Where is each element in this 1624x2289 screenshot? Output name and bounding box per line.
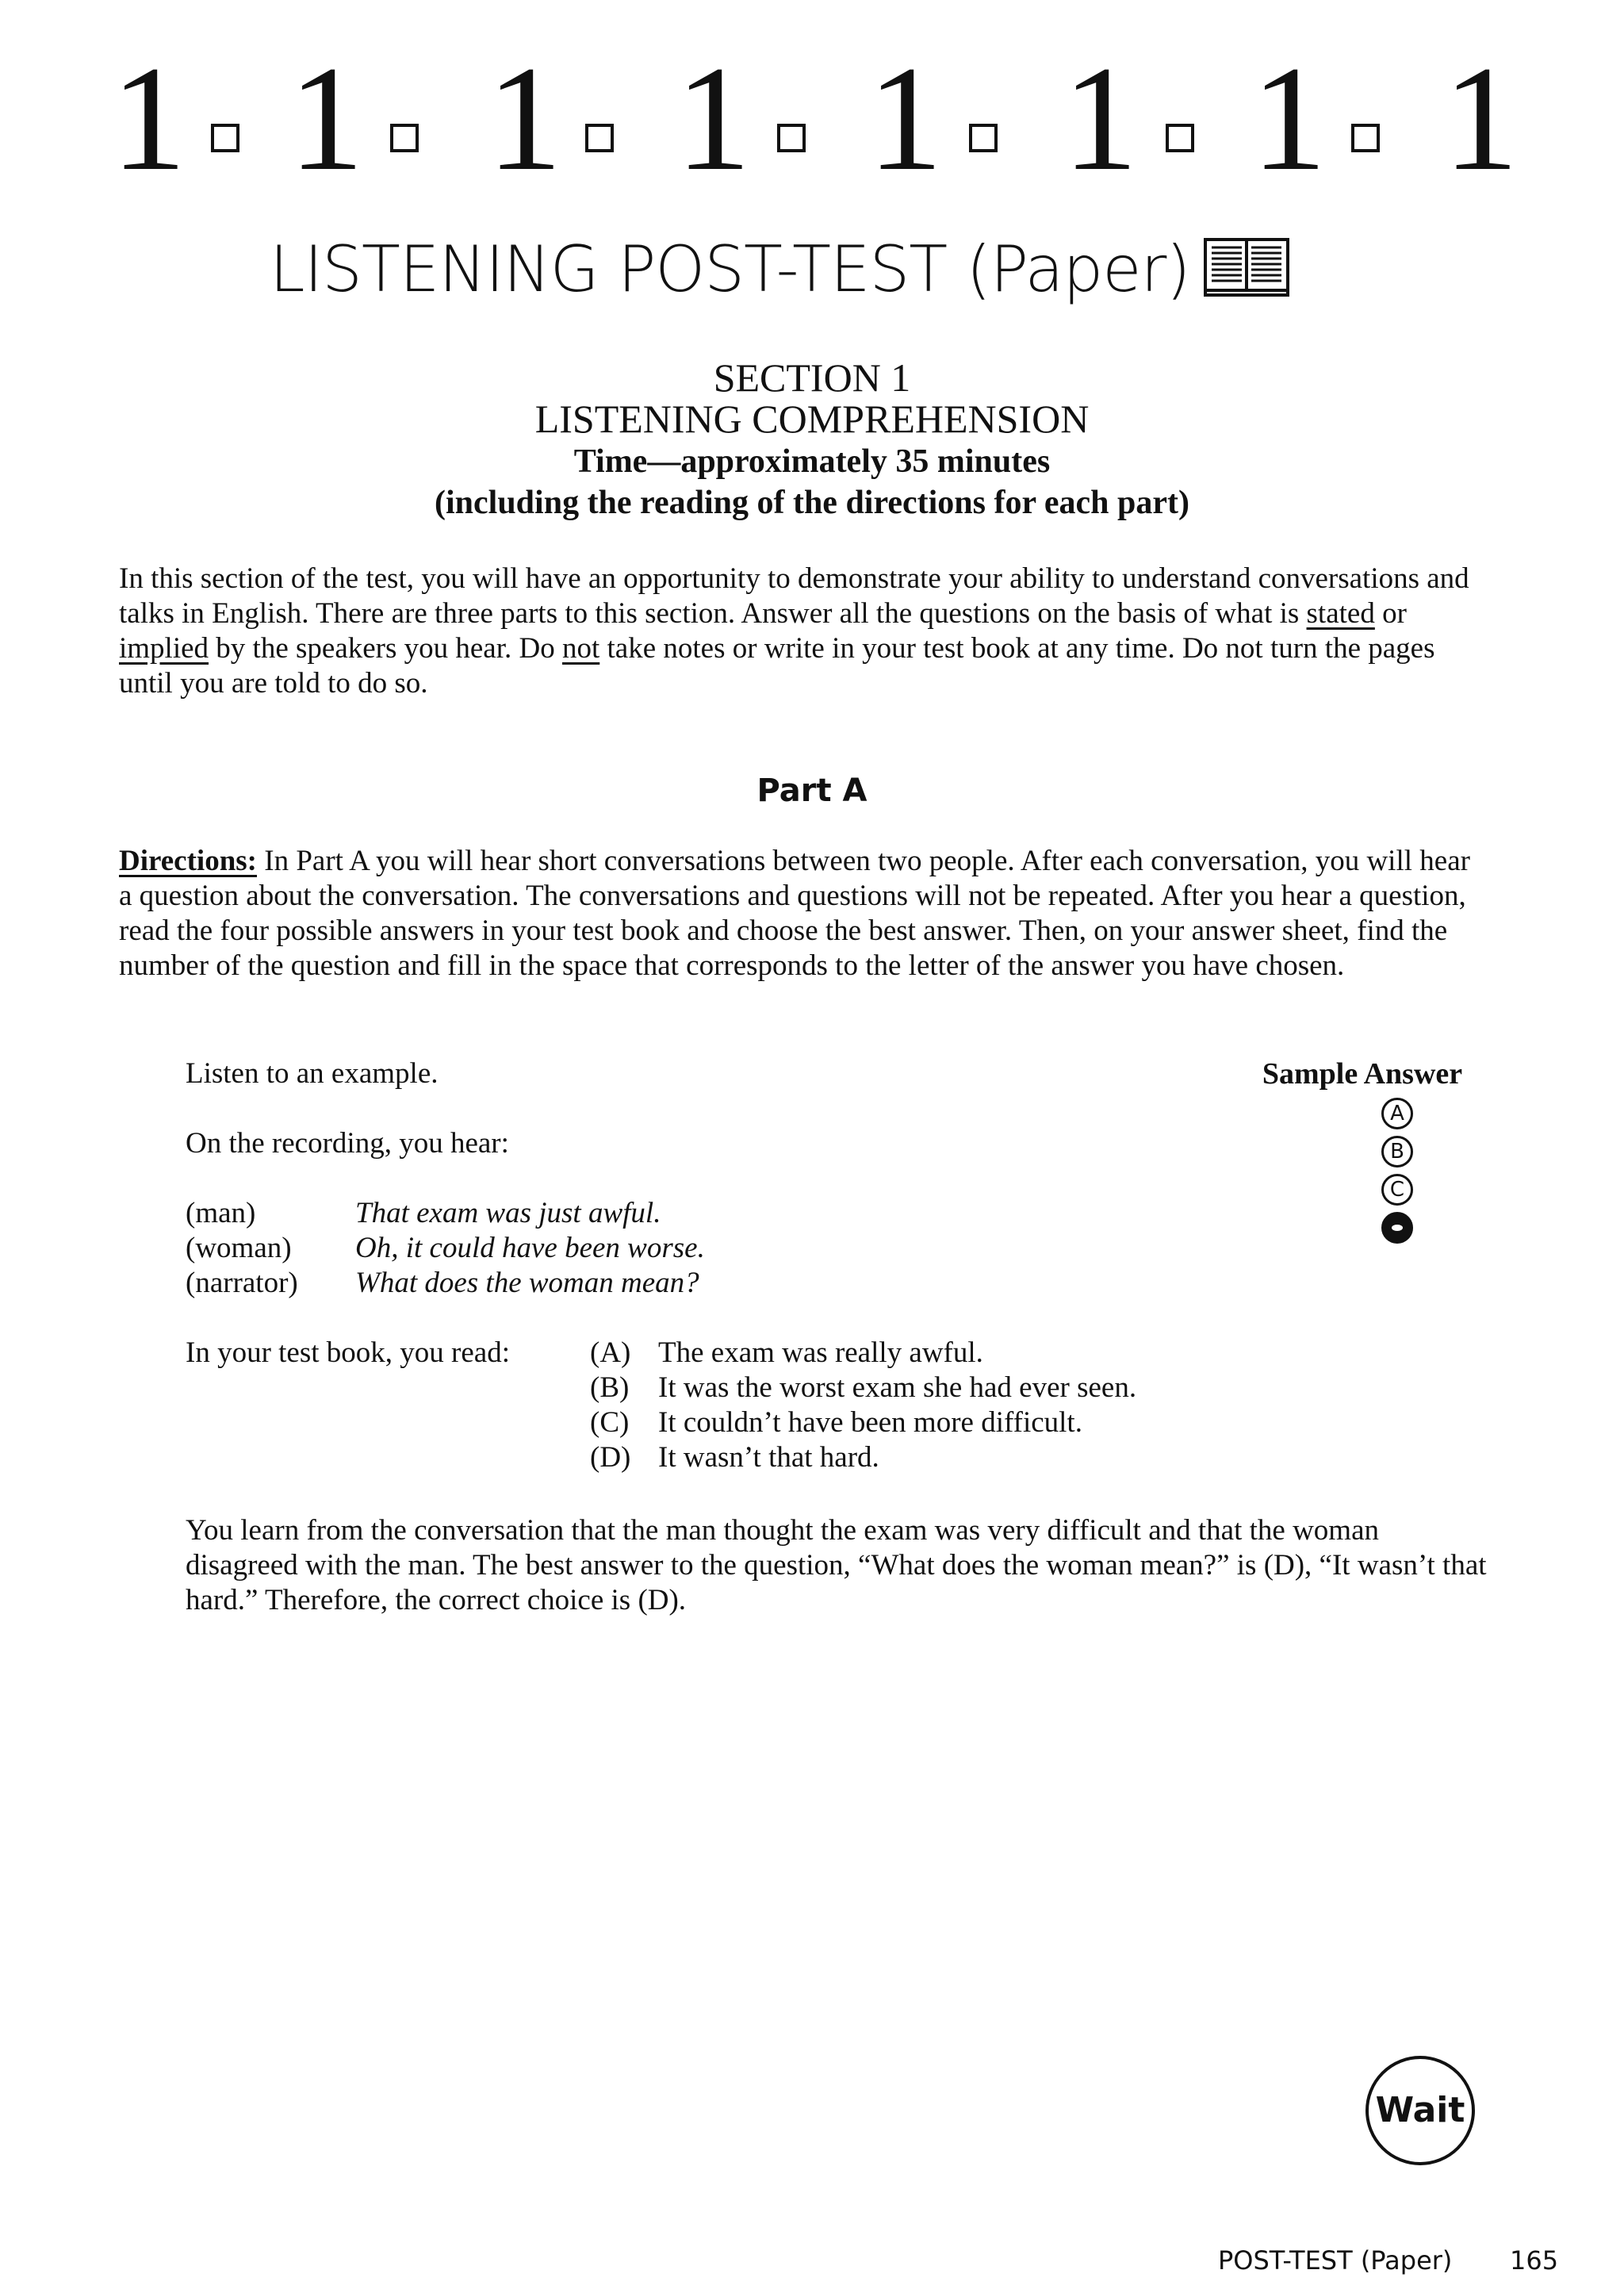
- square-outline-icon: [390, 124, 419, 152]
- band-digit: 1: [289, 36, 364, 202]
- dialogue-line: That exam was just awful.: [355, 1197, 661, 1229]
- dialogue-line: What does the woman mean?: [355, 1267, 699, 1299]
- square-outline-icon: [585, 124, 614, 152]
- example-explanation: You learn from the conversation that the man thought the exam was very difficult and that the woman disagreed with the man. The best answer to the question, “What does the woman mean?” is (D), “It wasn’t that hard.” Therefore, the correct choice is (D).: [186, 1514, 1487, 1616]
- intro-implied: implied: [119, 632, 209, 665]
- answer-bubble-d-filled: [1381, 1212, 1413, 1244]
- option-letter: (D): [590, 1441, 631, 1474]
- open-book-icon: [1202, 235, 1291, 298]
- square-outline-icon: [211, 124, 239, 152]
- intro-text: take notes or write in your test book at any time. Do not turn the pages until you are told to do so.: [119, 632, 1435, 700]
- band-digit: 1: [1063, 36, 1138, 202]
- example-recording-label: On the recording, you hear:: [186, 1127, 509, 1160]
- option-letter: (B): [590, 1371, 630, 1404]
- square-outline-icon: [1166, 124, 1194, 152]
- test-book-label: In your test book, you read:: [186, 1336, 510, 1369]
- wait-badge: Wait: [1365, 2056, 1475, 2165]
- square-outline-icon: [969, 124, 998, 152]
- section-number: SECTION 1: [713, 355, 911, 400]
- option-text: It couldn’t have been more difficult.: [658, 1406, 1082, 1439]
- answer-bubble-b: B: [1381, 1136, 1413, 1168]
- intro-paragraph: [119, 562, 1483, 701]
- option-letter: (A): [590, 1336, 631, 1369]
- dialogue-speaker: (narrator): [186, 1267, 298, 1299]
- part-directions: [119, 844, 1483, 983]
- answer-bubble-a: A: [1381, 1098, 1413, 1129]
- intro-not: not: [561, 632, 600, 665]
- option-text: It wasn’t that hard.: [658, 1441, 879, 1474]
- dialogue-speaker: (woman): [186, 1232, 292, 1264]
- sample-answer-label: Sample Answer: [1262, 1057, 1463, 1091]
- answer-bubble-c: C: [1381, 1174, 1413, 1206]
- intro-text: In this section of the test, you will have an opportunity to demonstrate your ability to understand conversations and talks in English. There are three parts to this section. Answer all the questions on the basis of what is: [119, 562, 1469, 630]
- band-digit: 1: [487, 36, 562, 202]
- dialogue-line: Oh, it could have been worse.: [355, 1232, 705, 1264]
- square-outline-icon: [1351, 124, 1380, 152]
- section-name: LISTENING COMPREHENSION: [534, 397, 1090, 441]
- option-text: The exam was really awful.: [658, 1336, 983, 1369]
- band-digit: 1: [1251, 36, 1327, 202]
- option-text: It was the worst exam she had ever seen.: [658, 1371, 1137, 1404]
- directions-label: Directions:: [119, 845, 257, 877]
- intro-text: by the speakers you hear. Do: [209, 632, 562, 665]
- page-number: 165: [1510, 2245, 1559, 2276]
- intro-text: or: [1374, 597, 1407, 630]
- part-title: Part A: [756, 773, 868, 809]
- band-digit: 1: [1443, 36, 1519, 202]
- footer-label: POST-TEST (Paper): [1218, 2245, 1453, 2276]
- example-intro: Listen to an example.: [186, 1057, 439, 1090]
- section-note: (including the reading of the directions for each part): [435, 485, 1189, 521]
- band-digit: 1: [676, 36, 751, 202]
- option-letter: (C): [590, 1406, 630, 1439]
- band-digit: 1: [111, 36, 186, 202]
- dialogue-speaker: (man): [186, 1197, 256, 1229]
- square-outline-icon: [777, 124, 806, 152]
- page-title: LISTENING POST-TEST (Paper): [270, 232, 1190, 306]
- section-time: Time—approximately 35 minutes: [573, 443, 1051, 480]
- band-digit: 1: [868, 36, 943, 202]
- header-band: [111, 36, 1519, 202]
- intro-stated: stated: [1306, 597, 1375, 630]
- directions-text: In Part A you will hear short conversations between two people. After each conversation, you will hear a question about the conversation. The conversations and questions will not be repeated. After you hear a question, read the four possible answers in your test book and choose the best answer. Then, on your answer sheet, find the number of the question and fill in the space that corresponds to the letter of the answer you have chosen.: [119, 845, 1470, 982]
